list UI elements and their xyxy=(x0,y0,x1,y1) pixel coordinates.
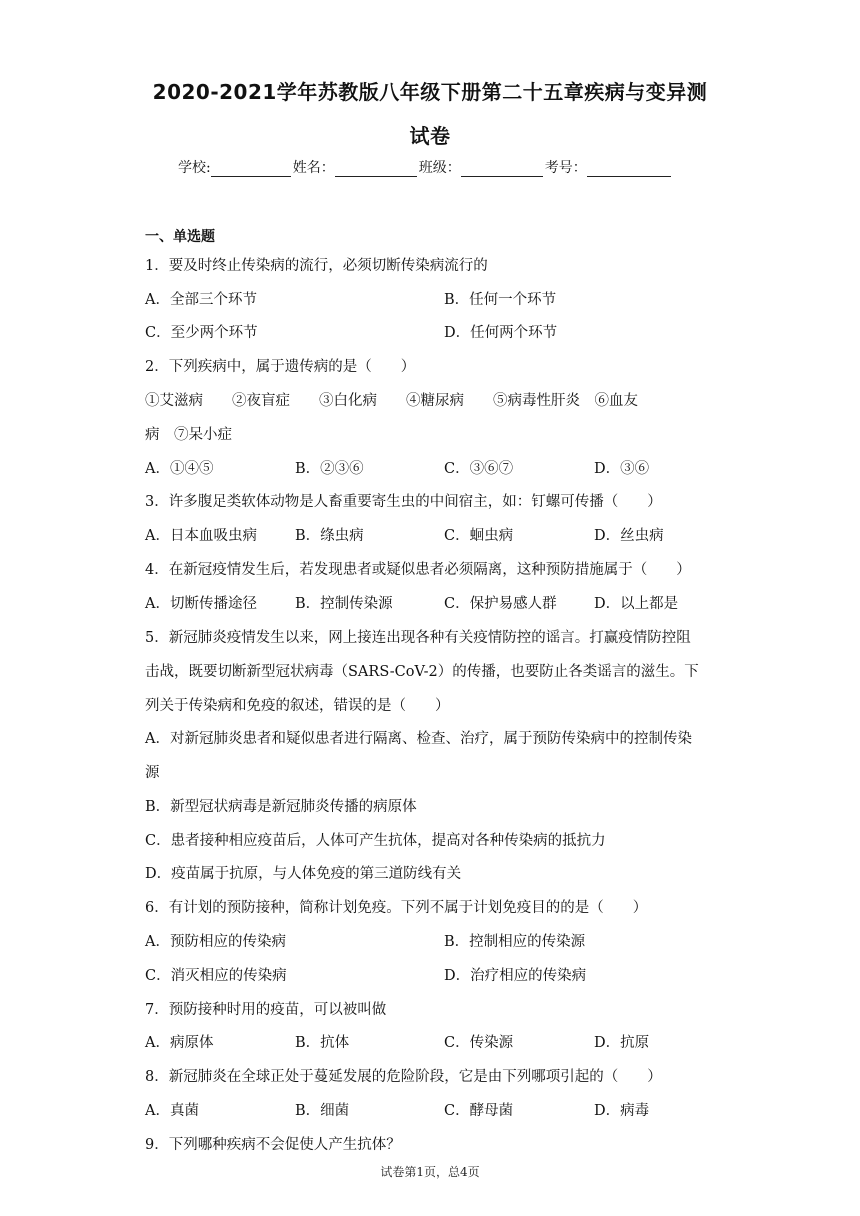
option-b[interactable]: B．②③⑥ xyxy=(295,461,364,477)
option-c[interactable]: C．保护易感人群 xyxy=(444,596,557,612)
question-stem: 7．预防接种时用的疫苗，可以被叫做 xyxy=(145,1002,387,1018)
question-stem: 1．要及时终止传染病的流行，必须切断传染病流行的 xyxy=(145,258,488,274)
option-a[interactable]: A．全部三个环节 xyxy=(145,292,257,308)
question-stem: 击战，既要切断新型冠状病毒（SARS-CoV-2）的传播，也要防止各类谣言的滋生。下 xyxy=(145,664,699,680)
option-c[interactable]: C．至少两个环节 xyxy=(145,325,258,341)
section-heading-single-choice: 一、单选题 xyxy=(145,229,215,245)
class-label: 班级： xyxy=(418,160,461,176)
option-c[interactable]: C．③⑥⑦ xyxy=(444,461,514,477)
school-blank[interactable] xyxy=(211,162,291,177)
option-c[interactable]: C．蛔虫病 xyxy=(444,528,514,544)
exam-title-line1: 2020-2021学年苏教版八年级下册第二十五章疾病与变异测 xyxy=(152,80,708,104)
exam-title-line2: 试卷 xyxy=(409,124,451,148)
question-stem: 5．新冠肺炎疫情发生以来，网上接连出现各种有关疫情防控的谣言。打赢疫情防控阻 xyxy=(145,630,691,646)
option-d[interactable]: D．病毒 xyxy=(594,1103,650,1119)
exam-number-blank[interactable] xyxy=(587,162,671,177)
class-blank[interactable] xyxy=(461,162,543,177)
option-c[interactable]: C．患者接种相应疫苗后，人体可产生抗体，提高对各种传染病的抵抗力 xyxy=(145,833,606,849)
option-a[interactable]: A．日本血吸虫病 xyxy=(145,528,257,544)
option-d[interactable]: D．任何两个环节 xyxy=(444,325,558,341)
option-c[interactable]: C．酵母菌 xyxy=(444,1103,514,1119)
question-stem: 6．有计划的预防接种，简称计划免疫。下列不属于计划免疫目的的是（ ） xyxy=(145,900,648,916)
option-d[interactable]: D．疫苗属于抗原，与人体免疫的第三道防线有关 xyxy=(145,866,462,882)
question-stem: 4．在新冠疫情发生后，若发现患者或疑似患者必须隔离，这种预防措施属于（ ） xyxy=(145,562,691,578)
option-b[interactable]: B．控制相应的传染源 xyxy=(444,934,586,950)
option-a-continued: 源 xyxy=(145,765,160,781)
option-b[interactable]: B．控制传染源 xyxy=(295,596,393,612)
option-b[interactable]: B．新型冠状病毒是新冠肺炎传播的病原体 xyxy=(145,799,417,815)
option-c[interactable]: C．传染源 xyxy=(444,1035,514,1051)
question-stem: 列关于传染病和免疫的叙述，错误的是（ ） xyxy=(145,698,450,714)
option-a[interactable]: A．真菌 xyxy=(145,1103,199,1119)
option-b[interactable]: B．抗体 xyxy=(295,1035,350,1051)
option-d[interactable]: D．③⑥ xyxy=(594,461,650,477)
question-stem: 8．新冠肺炎在全球正处于蔓延发展的危险阶段，它是由下列哪项引起的（ ） xyxy=(145,1069,662,1085)
page-footer: 试卷第1页，总4页 xyxy=(380,1165,480,1179)
name-label: 姓名： xyxy=(292,160,335,176)
option-d[interactable]: D．丝虫病 xyxy=(594,528,664,544)
option-a[interactable]: A．切断传播途径 xyxy=(145,596,257,612)
option-b[interactable]: B．绦虫病 xyxy=(295,528,364,544)
option-a[interactable]: A．①④⑤ xyxy=(145,461,214,477)
option-c[interactable]: C．消灭相应的传染病 xyxy=(145,968,287,984)
option-b[interactable]: B．细菌 xyxy=(295,1103,350,1119)
question-stem: 9．下列哪种疾病不会促使人产生抗体？ xyxy=(145,1137,401,1153)
option-d[interactable]: D．以上都是 xyxy=(594,596,679,612)
option-d[interactable]: D．治疗相应的传染病 xyxy=(444,968,587,984)
name-blank[interactable] xyxy=(335,162,417,177)
question-stem: 2．下列疾病中，属于遗传病的是（ ） xyxy=(145,359,416,375)
option-b[interactable]: B．任何一个环节 xyxy=(444,292,557,308)
question-stem-items: 病 ⑦呆小症 xyxy=(145,427,232,443)
student-info-row xyxy=(178,157,673,177)
option-a[interactable]: A．预防相应的传染病 xyxy=(145,934,286,950)
option-a[interactable]: A．病原体 xyxy=(145,1035,214,1051)
question-stem: 3．许多腹足类软体动物是人畜重要寄生虫的中间宿主，如：钉螺可传播（ ） xyxy=(145,494,662,510)
option-a[interactable]: A．对新冠肺炎患者和疑似患者进行隔离、检查、治疗，属于预防传染病中的控制传染 xyxy=(145,731,692,747)
option-d[interactable]: D．抗原 xyxy=(594,1035,650,1051)
exam-number-label: 考号： xyxy=(544,160,587,176)
school-label: 学校: xyxy=(178,160,211,176)
question-stem-items: ①艾滋病 ②夜盲症 ③白化病 ④糖尿病 ⑤病毒性肝炎 ⑥血友 xyxy=(145,393,638,409)
